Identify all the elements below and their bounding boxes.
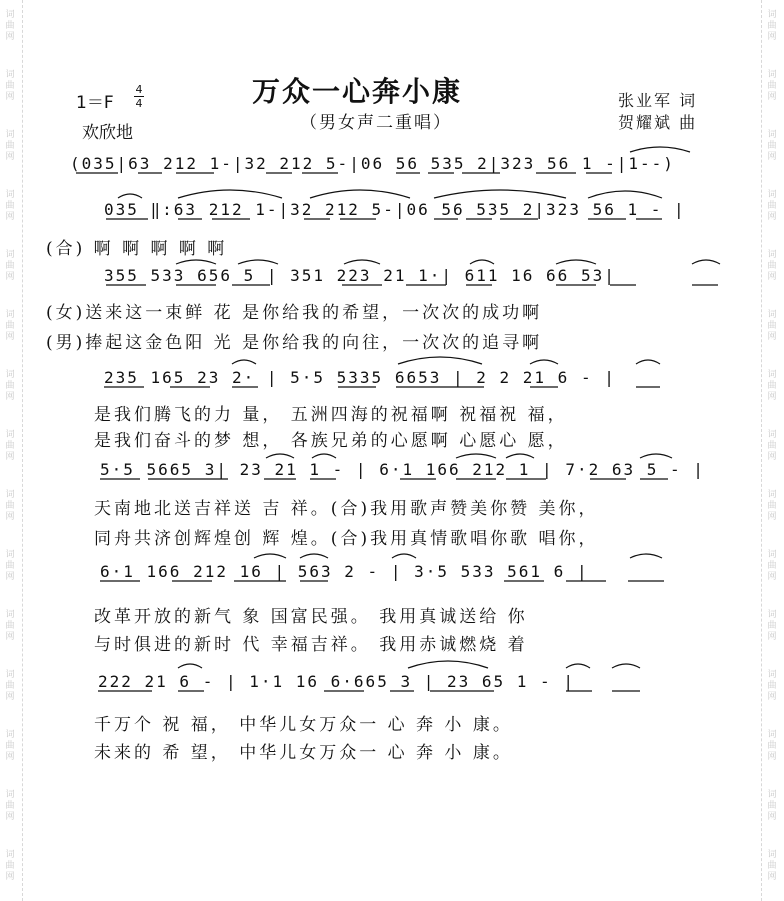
watermark-char: 曲 [5, 21, 15, 31]
watermark-char: 词 [5, 10, 15, 20]
watermark-char: 词 [5, 310, 15, 320]
watermark-char: 词 [767, 250, 777, 260]
watermark-char: 词 [767, 370, 777, 380]
watermark-char: 曲 [767, 141, 777, 151]
lyric-line-2-chorus: (合) 啊 啊 啊 啊 啊 [46, 239, 228, 259]
slur [640, 454, 672, 458]
watermark-char: 曲 [5, 381, 15, 391]
watermark-char: 网 [5, 152, 15, 162]
notation-line-5: 5·5 5665 3| 23 21 1 - | 6·1 166 212 1 | 7·2 63 5 - | [100, 460, 705, 479]
slur [300, 554, 328, 558]
lyric-line-4-verse2: 是我们奋斗的梦 想， 各族兄弟的心愿啊 心愿心 愿， [94, 431, 568, 451]
watermark-char: 曲 [767, 441, 777, 451]
watermark-char: 曲 [767, 21, 777, 31]
watermark-char: 词 [5, 550, 15, 560]
watermark-char: 曲 [5, 861, 15, 871]
notation-line-4: 235 165 23 2· | 5·5 5335 6653 | 2 2 21 6 - | [104, 368, 616, 387]
watermark-char: 词 [5, 610, 15, 620]
watermark-char: 曲 [5, 741, 15, 751]
watermark-char: 词 [767, 430, 777, 440]
watermark-char: 词 [5, 130, 15, 140]
watermark-char: 词 [767, 70, 777, 80]
slur [588, 191, 662, 198]
notation-line-2: 035 ‖:63 212 1-|32 212 5-|06 56 535 2|323 56 1 - | [104, 200, 686, 219]
slur [178, 190, 282, 198]
watermark-char: 网 [767, 812, 777, 822]
watermark-char: 词 [767, 850, 777, 860]
slur [530, 360, 558, 364]
watermark-char: 词 [5, 730, 15, 740]
slur [566, 664, 590, 668]
watermark-char: 曲 [767, 741, 777, 751]
watermark-char: 词 [5, 790, 15, 800]
notation-line-3: 355 533 656 5 | 351 223 21 1·| 611 16 66 53| [104, 266, 616, 285]
watermark-char: 曲 [5, 261, 15, 271]
watermark-char: 网 [767, 692, 777, 702]
lyric-line-7-verse2: 未来的 希 望， 中华儿女万众一 心 奔 小 康。 [94, 743, 513, 763]
notation-line-7: 222 21 6 - | 1·1 16 6·665 3 | 23 65 1 - | [98, 672, 575, 691]
slur [434, 190, 566, 198]
watermark-char: 词 [5, 190, 15, 200]
slur [310, 190, 410, 198]
watermark-char: 曲 [5, 321, 15, 331]
lyric-line-6-verse2: 与时俱进的新时 代 幸福吉祥。 我用赤诚燃烧 着 [94, 635, 528, 655]
lyricist-credit: 张业军 词 [618, 91, 698, 110]
watermark-char: 网 [767, 392, 777, 402]
watermark-char: 词 [5, 850, 15, 860]
watermark-char: 网 [5, 212, 15, 222]
slur [312, 454, 336, 458]
slur [176, 260, 216, 264]
composer-credit: 贺耀斌 曲 [618, 113, 698, 132]
watermark-char: 网 [767, 152, 777, 162]
lyric-line-3-male: (男)捧起这金色阳 光 是你给我的向往，一次次的追寻啊 [46, 333, 543, 353]
slur [630, 554, 662, 558]
watermark-char: 网 [5, 692, 15, 702]
watermark-char: 网 [5, 392, 15, 402]
slur [408, 661, 488, 668]
watermark-char: 词 [5, 70, 15, 80]
slur [118, 194, 142, 198]
watermark-char: 网 [5, 332, 15, 342]
watermark-char: 网 [767, 332, 777, 342]
watermark-char: 词 [767, 310, 777, 320]
lyric-line-3-female: (女)送来这一束鲜 花 是你给我的希望，一次次的成功啊 [46, 303, 543, 323]
watermark-char: 曲 [5, 81, 15, 91]
slur [636, 360, 660, 364]
watermark-char: 网 [767, 32, 777, 42]
lyric-line-5-verse1: 天南地北送吉祥送 吉 祥。(合)我用歌声赞美你赞 美你， [94, 499, 599, 519]
watermark-char: 网 [767, 872, 777, 882]
watermark-char: 曲 [767, 801, 777, 811]
watermark-char: 词 [767, 130, 777, 140]
watermark-char: 曲 [767, 621, 777, 631]
slur [612, 664, 640, 668]
watermark-char: 词 [5, 370, 15, 380]
watermark-char: 词 [767, 670, 777, 680]
watermark-char: 曲 [767, 201, 777, 211]
watermark-char: 词 [767, 490, 777, 500]
watermark-char: 曲 [5, 141, 15, 151]
watermark-char: 网 [767, 212, 777, 222]
slur [556, 260, 596, 264]
watermark-char: 网 [5, 32, 15, 42]
watermark-char: 曲 [767, 381, 777, 391]
lyric-line-6-verse1: 改革开放的新气 象 国富民强。 我用真诚送给 你 [94, 607, 528, 627]
watermark-char: 网 [5, 452, 15, 462]
notation-line-6: 6·1 166 212 16 | 563 2 - | 3·5 533 561 6 | [100, 562, 589, 581]
watermark-char: 网 [767, 752, 777, 762]
lyric-line-7-verse1: 千万个 祝 福， 中华儿女万众一 心 奔 小 康。 [94, 715, 513, 735]
watermark-char: 曲 [5, 501, 15, 511]
watermark-char: 曲 [767, 561, 777, 571]
slur [178, 664, 202, 668]
watermark-char: 词 [5, 670, 15, 680]
watermark-char: 网 [767, 452, 777, 462]
watermark-char: 曲 [767, 261, 777, 271]
notation-line-1: (035|63 212 1-|32 212 5-|06 56 535 2|323 56 1 -|1--) [70, 154, 675, 173]
watermark-char: 曲 [5, 561, 15, 571]
slur [392, 554, 416, 558]
watermark-char: 网 [5, 752, 15, 762]
watermark-char: 网 [5, 872, 15, 882]
watermark-char: 曲 [5, 801, 15, 811]
watermark-char: 曲 [767, 81, 777, 91]
watermark-char: 曲 [5, 681, 15, 691]
watermark-char: 曲 [767, 861, 777, 871]
slur [630, 147, 690, 152]
slur [398, 357, 482, 364]
watermark-char: 曲 [767, 501, 777, 511]
watermark-char: 词 [5, 430, 15, 440]
watermark-char: 词 [767, 730, 777, 740]
watermark-char: 曲 [767, 681, 777, 691]
time-signature-numerator: 4 [135, 83, 143, 96]
lyric-line-5-verse2: 同舟共济创辉煌创 辉 煌。(合)我用真情歌唱你歌 唱你， [94, 529, 599, 549]
slur [456, 454, 496, 458]
watermark-char: 网 [5, 572, 15, 582]
watermark-char: 词 [5, 250, 15, 260]
watermark-char: 网 [5, 512, 15, 522]
slur [470, 260, 494, 264]
slur [692, 260, 720, 264]
key-signature: 1＝F [76, 93, 114, 113]
watermark-char: 网 [767, 632, 777, 642]
slur [506, 454, 534, 458]
watermark-char: 网 [5, 812, 15, 822]
watermark-char: 曲 [5, 441, 15, 451]
time-signature-denominator: 4 [135, 97, 143, 110]
watermark-char: 词 [767, 10, 777, 20]
watermark-char: 曲 [5, 201, 15, 211]
watermark-char: 网 [767, 92, 777, 102]
watermark-char: 词 [5, 490, 15, 500]
watermark-char: 曲 [767, 321, 777, 331]
slur [254, 554, 286, 558]
watermark-char: 网 [767, 272, 777, 282]
watermark-char: 词 [767, 610, 777, 620]
song-title: 万众一心奔小康 [252, 75, 463, 108]
watermark-char: 词 [767, 190, 777, 200]
watermark-char: 网 [767, 572, 777, 582]
watermark-char: 网 [5, 272, 15, 282]
slur [344, 260, 380, 264]
watermark-char: 曲 [5, 621, 15, 631]
watermark-char: 词 [767, 790, 777, 800]
watermark-char: 网 [5, 632, 15, 642]
watermark-char: 网 [5, 92, 15, 102]
slur [266, 454, 294, 458]
slur [232, 360, 256, 364]
watermark-char: 网 [767, 512, 777, 522]
tempo-marking: 欢欣地 [82, 123, 133, 143]
lyric-line-4-verse1: 是我们腾飞的力 量， 五洲四海的祝福啊 祝福祝 福， [94, 405, 568, 425]
song-subtitle: （男女声二重唱） [300, 113, 452, 133]
watermark-char: 词 [767, 550, 777, 560]
slur [238, 260, 278, 264]
